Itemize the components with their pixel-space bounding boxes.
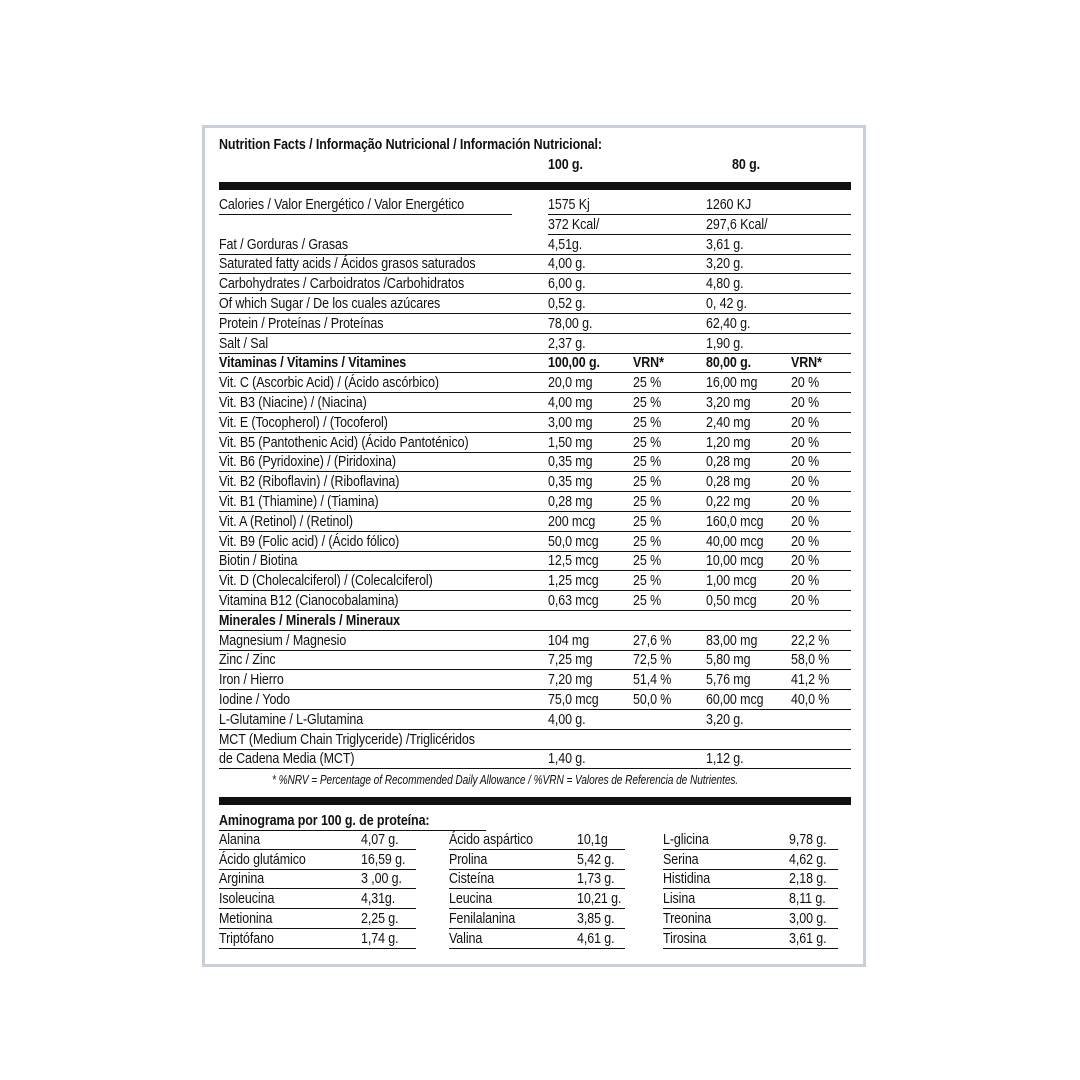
row-rule (219, 768, 851, 769)
vitamin-value-80g: 0,28 mg (706, 454, 751, 471)
vitamin-value-100g: 0,35 mg (548, 454, 593, 471)
amino-acid-name: Ácido glutámico (219, 851, 306, 868)
amino-acid-value: 3 ,00 g. (361, 871, 402, 888)
vitamin-value-80g: 3,20 mg (706, 395, 751, 411)
row-rule (219, 511, 851, 512)
mineral-value-100g: 7,25 mg (548, 652, 593, 669)
nutrient-value-100g: 4,51g. (548, 236, 583, 253)
vitamin-vrn-80g: 20 % (791, 375, 820, 392)
amino-acid-value: 4,31g. (361, 891, 396, 908)
amino-rule (219, 888, 416, 889)
amino-acid-name: Histidina (663, 871, 711, 888)
amino-acid-value: 4,62 g. (789, 851, 827, 868)
mct-label-line1: MCT (Medium Chain Triglyceride) /Triglicéridos (219, 731, 475, 748)
nutrient-value-100g: 0,52 g. (548, 296, 586, 312)
amino-acid-name: L-glicina (663, 832, 709, 848)
nutrient-value-80g: 297,6 Kcal/ (706, 216, 768, 233)
column-header-100g: 100 g. (548, 157, 583, 173)
amino-acid-value: 10,21 g. (577, 891, 622, 908)
amino-rule (219, 948, 416, 949)
vitamin-value-80g: 2,40 mg (706, 414, 751, 431)
amino-rule (663, 928, 838, 929)
vitamin-label: Vit. B5 (Pantothenic Acid) (Ácido Pantoténico) (219, 434, 469, 451)
vitamin-vrn-100g: 25 % (633, 494, 662, 510)
header-thick-rule (219, 182, 851, 190)
amino-acid-value: 3,61 g. (789, 930, 827, 947)
vitamin-vrn-100g: 25 % (633, 513, 662, 530)
column-header-80g: 80 g. (732, 157, 760, 173)
nutrient-value-80g: 1260 KJ (706, 197, 752, 213)
vitamins-heading: Vitaminas / Vitamins / Vitamines (219, 355, 407, 372)
mct-value-100g: 1,40 g. (548, 751, 586, 768)
row-rule (219, 372, 851, 373)
vitamin-value-100g: 3,00 mg (548, 414, 593, 431)
mineral-value-80g: 60,00 mcg (706, 692, 764, 708)
row-rule (219, 273, 851, 274)
amino-thick-rule (219, 797, 851, 805)
row-rule (219, 551, 851, 552)
nutrient-value-80g: 4,80 g. (706, 276, 744, 293)
vitamin-vrn-80g: 20 % (791, 513, 820, 530)
mct-label-line2: de Cadena Media (MCT) (219, 751, 355, 768)
row-rule (219, 650, 851, 651)
minerals-heading: Minerales / Minerals / Mineraux (219, 612, 400, 629)
row-rule (219, 570, 851, 571)
vitamins-header-vrn-80g: VRN* (791, 355, 822, 372)
row-rule (219, 392, 851, 393)
vitamin-vrn-100g: 25 % (633, 395, 662, 411)
vitamin-value-100g: 1,25 mcg (548, 573, 599, 590)
footnote: * %NRV = Percentage of Recommended Daily Allowance / %VRN = Valores de Referencia de Nutrientes. (272, 772, 739, 788)
vitamin-value-80g: 10,00 mcg (706, 553, 764, 570)
row-rule (548, 214, 851, 215)
amino-acid-name: Fenilalanina (449, 910, 516, 927)
mineral-value-100g: 104 mg (548, 632, 590, 649)
vitamin-value-100g: 0,63 mcg (548, 593, 599, 609)
vitamin-label: Vitamina B12 (Cianocobalamina) (219, 593, 399, 609)
amino-acid-value: 16,59 g. (361, 851, 406, 868)
amino-rule (449, 908, 625, 909)
row-rule (219, 689, 851, 690)
amino-rule (449, 849, 625, 850)
vitamin-value-80g: 1,20 mg (706, 434, 751, 451)
vitamin-value-100g: 200 mcg (548, 513, 596, 530)
vitamin-vrn-80g: 20 % (791, 414, 820, 431)
amino-acid-value: 3,00 g. (789, 910, 827, 927)
mineral-value-100g: 75,0 mcg (548, 692, 599, 708)
vitamin-vrn-80g: 20 % (791, 593, 820, 609)
vitamin-label: Vit. E (Tocopherol) / (Tocoferol) (219, 414, 388, 431)
row-rule (219, 293, 851, 294)
amino-rule (663, 908, 838, 909)
vitamin-value-80g: 16,00 mg (706, 375, 758, 392)
row-rule (219, 412, 851, 413)
mineral-label: Iodine / Yodo (219, 692, 291, 708)
amino-title-underline (219, 830, 486, 831)
amino-acid-value: 1,73 g. (577, 871, 615, 888)
amino-acid-name: Prolina (449, 851, 488, 868)
vitamin-value-80g: 0,50 mcg (706, 593, 757, 609)
vitamin-vrn-80g: 20 % (791, 434, 820, 451)
mineral-value-80g: 5,76 mg (706, 672, 751, 689)
mineral-vrn-80g: 58,0 % (791, 652, 830, 669)
amino-rule (449, 869, 625, 870)
vitamin-value-80g: 160,0 mcg (706, 513, 764, 530)
nutrient-label: Calories / Valor Energético / Valor Energético (219, 197, 465, 213)
vitamin-vrn-80g: 20 % (791, 553, 820, 570)
row-rule (219, 531, 851, 532)
nutrient-label: Salt / Sal (219, 335, 269, 352)
row-rule (548, 234, 851, 235)
amino-acid-name: Alanina (219, 832, 260, 848)
amino-rule (663, 849, 838, 850)
vitamin-label: Vit. B1 (Thiamine) / (Tiamina) (219, 494, 379, 510)
row-rule (219, 630, 851, 631)
table-title: Nutrition Facts / Informação Nutricional / Información Nutricional: (219, 137, 602, 153)
vitamin-value-100g: 0,35 mg (548, 474, 593, 491)
nutrient-label: Fat / Gorduras / Grasas (219, 236, 348, 253)
vitamin-value-100g: 4,00 mg (548, 395, 593, 411)
nutrient-value-100g: 6,00 g. (548, 276, 586, 293)
vitamin-label: Biotin / Biotina (219, 553, 298, 570)
vitamin-vrn-100g: 25 % (633, 553, 662, 570)
vitamin-vrn-100g: 25 % (633, 434, 662, 451)
amino-acid-value: 2,18 g. (789, 871, 827, 888)
vitamin-vrn-100g: 25 % (633, 454, 662, 471)
mineral-value-80g: 3,20 g. (706, 711, 744, 728)
amino-acid-name: Valina (449, 930, 483, 947)
row-rule (219, 313, 851, 314)
vitamin-value-80g: 0,22 mg (706, 494, 751, 510)
row-rule (219, 353, 851, 354)
vitamin-label: Vit. B3 (Niacine) / (Niacina) (219, 395, 367, 411)
amino-rule (449, 888, 625, 889)
amino-rule (219, 869, 416, 870)
amino-acid-name: Metionina (219, 910, 273, 927)
vitamin-label: Vit. B2 (Riboflavin) / (Riboflavina) (219, 474, 400, 491)
amino-acid-value: 5,42 g. (577, 851, 615, 868)
amino-acid-name: Leucina (449, 891, 493, 908)
amino-acid-value: 2,25 g. (361, 910, 399, 927)
amino-rule (219, 928, 416, 929)
vitamin-vrn-100g: 25 % (633, 474, 662, 491)
vitamin-label: Vit. C (Ascorbic Acid) / (Ácido ascórbico) (219, 375, 439, 392)
amino-acid-name: Arginina (219, 871, 265, 888)
nutrient-value-100g: 2,37 g. (548, 335, 586, 352)
amino-acid-name: Serina (663, 851, 699, 868)
vitamin-vrn-100g: 25 % (633, 414, 662, 431)
mineral-vrn-80g: 22,2 % (791, 632, 830, 649)
amino-rule (449, 948, 625, 949)
vitamin-vrn-100g: 25 % (633, 375, 662, 392)
vitamin-value-100g: 1,50 mg (548, 434, 593, 451)
nutrient-value-100g: 1575 Kj (548, 197, 590, 213)
mineral-label: Zinc / Zinc (219, 652, 276, 669)
vitamin-label: Vit. B6 (Pyridoxine) / (Piridoxina) (219, 454, 396, 471)
vitamin-value-80g: 0,28 mg (706, 474, 751, 491)
mineral-label: L-Glutamine / L-Glutamina (219, 711, 364, 728)
amino-acid-name: Isoleucina (219, 891, 275, 908)
amino-rule (663, 948, 838, 949)
amino-acid-name: Triptófano (219, 930, 274, 947)
amino-title: Aminograma por 100 g. de proteína: (219, 813, 430, 829)
vitamin-vrn-80g: 20 % (791, 474, 820, 491)
nutrient-value-100g: 78,00 g. (548, 315, 593, 332)
nutrient-value-80g: 0, 42 g. (706, 296, 747, 312)
mineral-label: Magnesium / Magnesio (219, 632, 347, 649)
nutrient-value-80g: 3,61 g. (706, 236, 744, 253)
amino-acid-name: Tirosina (663, 930, 707, 947)
row-rule (219, 669, 851, 670)
nutrient-value-100g: 4,00 g. (548, 256, 586, 273)
vitamin-vrn-80g: 20 % (791, 533, 820, 550)
amino-rule (219, 849, 416, 850)
amino-acid-value: 3,85 g. (577, 910, 615, 927)
mineral-value-80g: 83,00 mg (706, 632, 758, 649)
vitamin-vrn-80g: 20 % (791, 454, 820, 471)
row-rule (219, 709, 851, 710)
amino-acid-name: Ácido aspártico (449, 832, 533, 848)
nutrient-label: Saturated fatty acids / Ácidos grasos saturados (219, 256, 476, 273)
vitamin-vrn-100g: 25 % (633, 593, 662, 609)
nutrient-value-80g: 3,20 g. (706, 256, 744, 273)
mineral-value-80g: 5,80 mg (706, 652, 751, 669)
row-rule (219, 214, 512, 215)
row-rule (219, 254, 851, 255)
vitamins-header-100g: 100,00 g. (548, 355, 600, 372)
nutrient-label: Carbohydrates / Carboidratos /Carbohidratos (219, 276, 465, 293)
mct-value-80g: 1,12 g. (706, 751, 744, 768)
vitamin-label: Vit. D (Cholecalciferol) / (Colecalciferol) (219, 573, 433, 590)
row-rule (219, 491, 851, 492)
amino-acid-name: Lisina (663, 891, 696, 908)
mineral-vrn-80g: 40,0 % (791, 692, 830, 708)
mineral-label: Iron / Hierro (219, 672, 284, 689)
row-rule (219, 333, 851, 334)
amino-acid-value: 9,78 g. (789, 832, 827, 848)
vitamin-vrn-100g: 25 % (633, 533, 662, 550)
mineral-vrn-100g: 51,4 % (633, 672, 672, 689)
row-rule (219, 432, 851, 433)
vitamin-value-100g: 50,0 mcg (548, 533, 599, 550)
amino-rule (663, 869, 838, 870)
vitamin-value-100g: 0,28 mg (548, 494, 593, 510)
amino-acid-value: 1,74 g. (361, 930, 399, 947)
amino-rule (219, 908, 416, 909)
vitamin-vrn-80g: 20 % (791, 573, 820, 590)
row-rule (219, 610, 851, 611)
vitamin-value-100g: 20,0 mg (548, 375, 593, 392)
nutrient-label: Protein / Proteínas / Proteínas (219, 315, 384, 332)
vitamins-header-80g: 80,00 g. (706, 355, 752, 372)
vitamin-value-80g: 40,00 mcg (706, 533, 764, 550)
mineral-vrn-100g: 72,5 % (633, 652, 672, 669)
vitamin-label: Vit. B9 (Folic acid) / (Ácido fólico) (219, 533, 400, 550)
nutrient-value-80g: 1,90 g. (706, 335, 744, 352)
vitamin-value-80g: 1,00 mcg (706, 573, 757, 590)
amino-acid-value: 8,11 g. (789, 891, 826, 908)
row-rule (219, 729, 851, 730)
mineral-vrn-80g: 41,2 % (791, 672, 830, 689)
amino-acid-value: 10,1g (577, 832, 608, 848)
mineral-vrn-100g: 27,6 % (633, 632, 672, 649)
nutrient-value-100g: 372 Kcal/ (548, 216, 600, 233)
mineral-value-100g: 4,00 g. (548, 711, 586, 728)
mineral-vrn-100g: 50,0 % (633, 692, 672, 708)
amino-rule (663, 888, 838, 889)
vitamin-label: Vit. A (Retinol) / (Retinol) (219, 513, 353, 530)
vitamin-value-100g: 12,5 mcg (548, 553, 599, 570)
nutrient-value-80g: 62,40 g. (706, 315, 751, 332)
row-rule (219, 590, 851, 591)
vitamin-vrn-80g: 20 % (791, 395, 820, 411)
amino-rule (449, 928, 625, 929)
vitamin-vrn-80g: 20 % (791, 494, 820, 510)
amino-acid-name: Cisteína (449, 871, 495, 888)
vitamins-header-vrn-100g: VRN* (633, 355, 664, 372)
amino-acid-value: 4,61 g. (577, 930, 615, 947)
mineral-value-100g: 7,20 mg (548, 672, 593, 689)
row-rule (219, 452, 851, 453)
row-rule (219, 471, 851, 472)
vitamin-vrn-100g: 25 % (633, 573, 662, 590)
row-rule (219, 749, 851, 750)
amino-acid-value: 4,07 g. (361, 832, 399, 848)
amino-acid-name: Treonina (663, 910, 712, 927)
nutrient-label: Of which Sugar / De los cuales azúcares (219, 296, 441, 312)
